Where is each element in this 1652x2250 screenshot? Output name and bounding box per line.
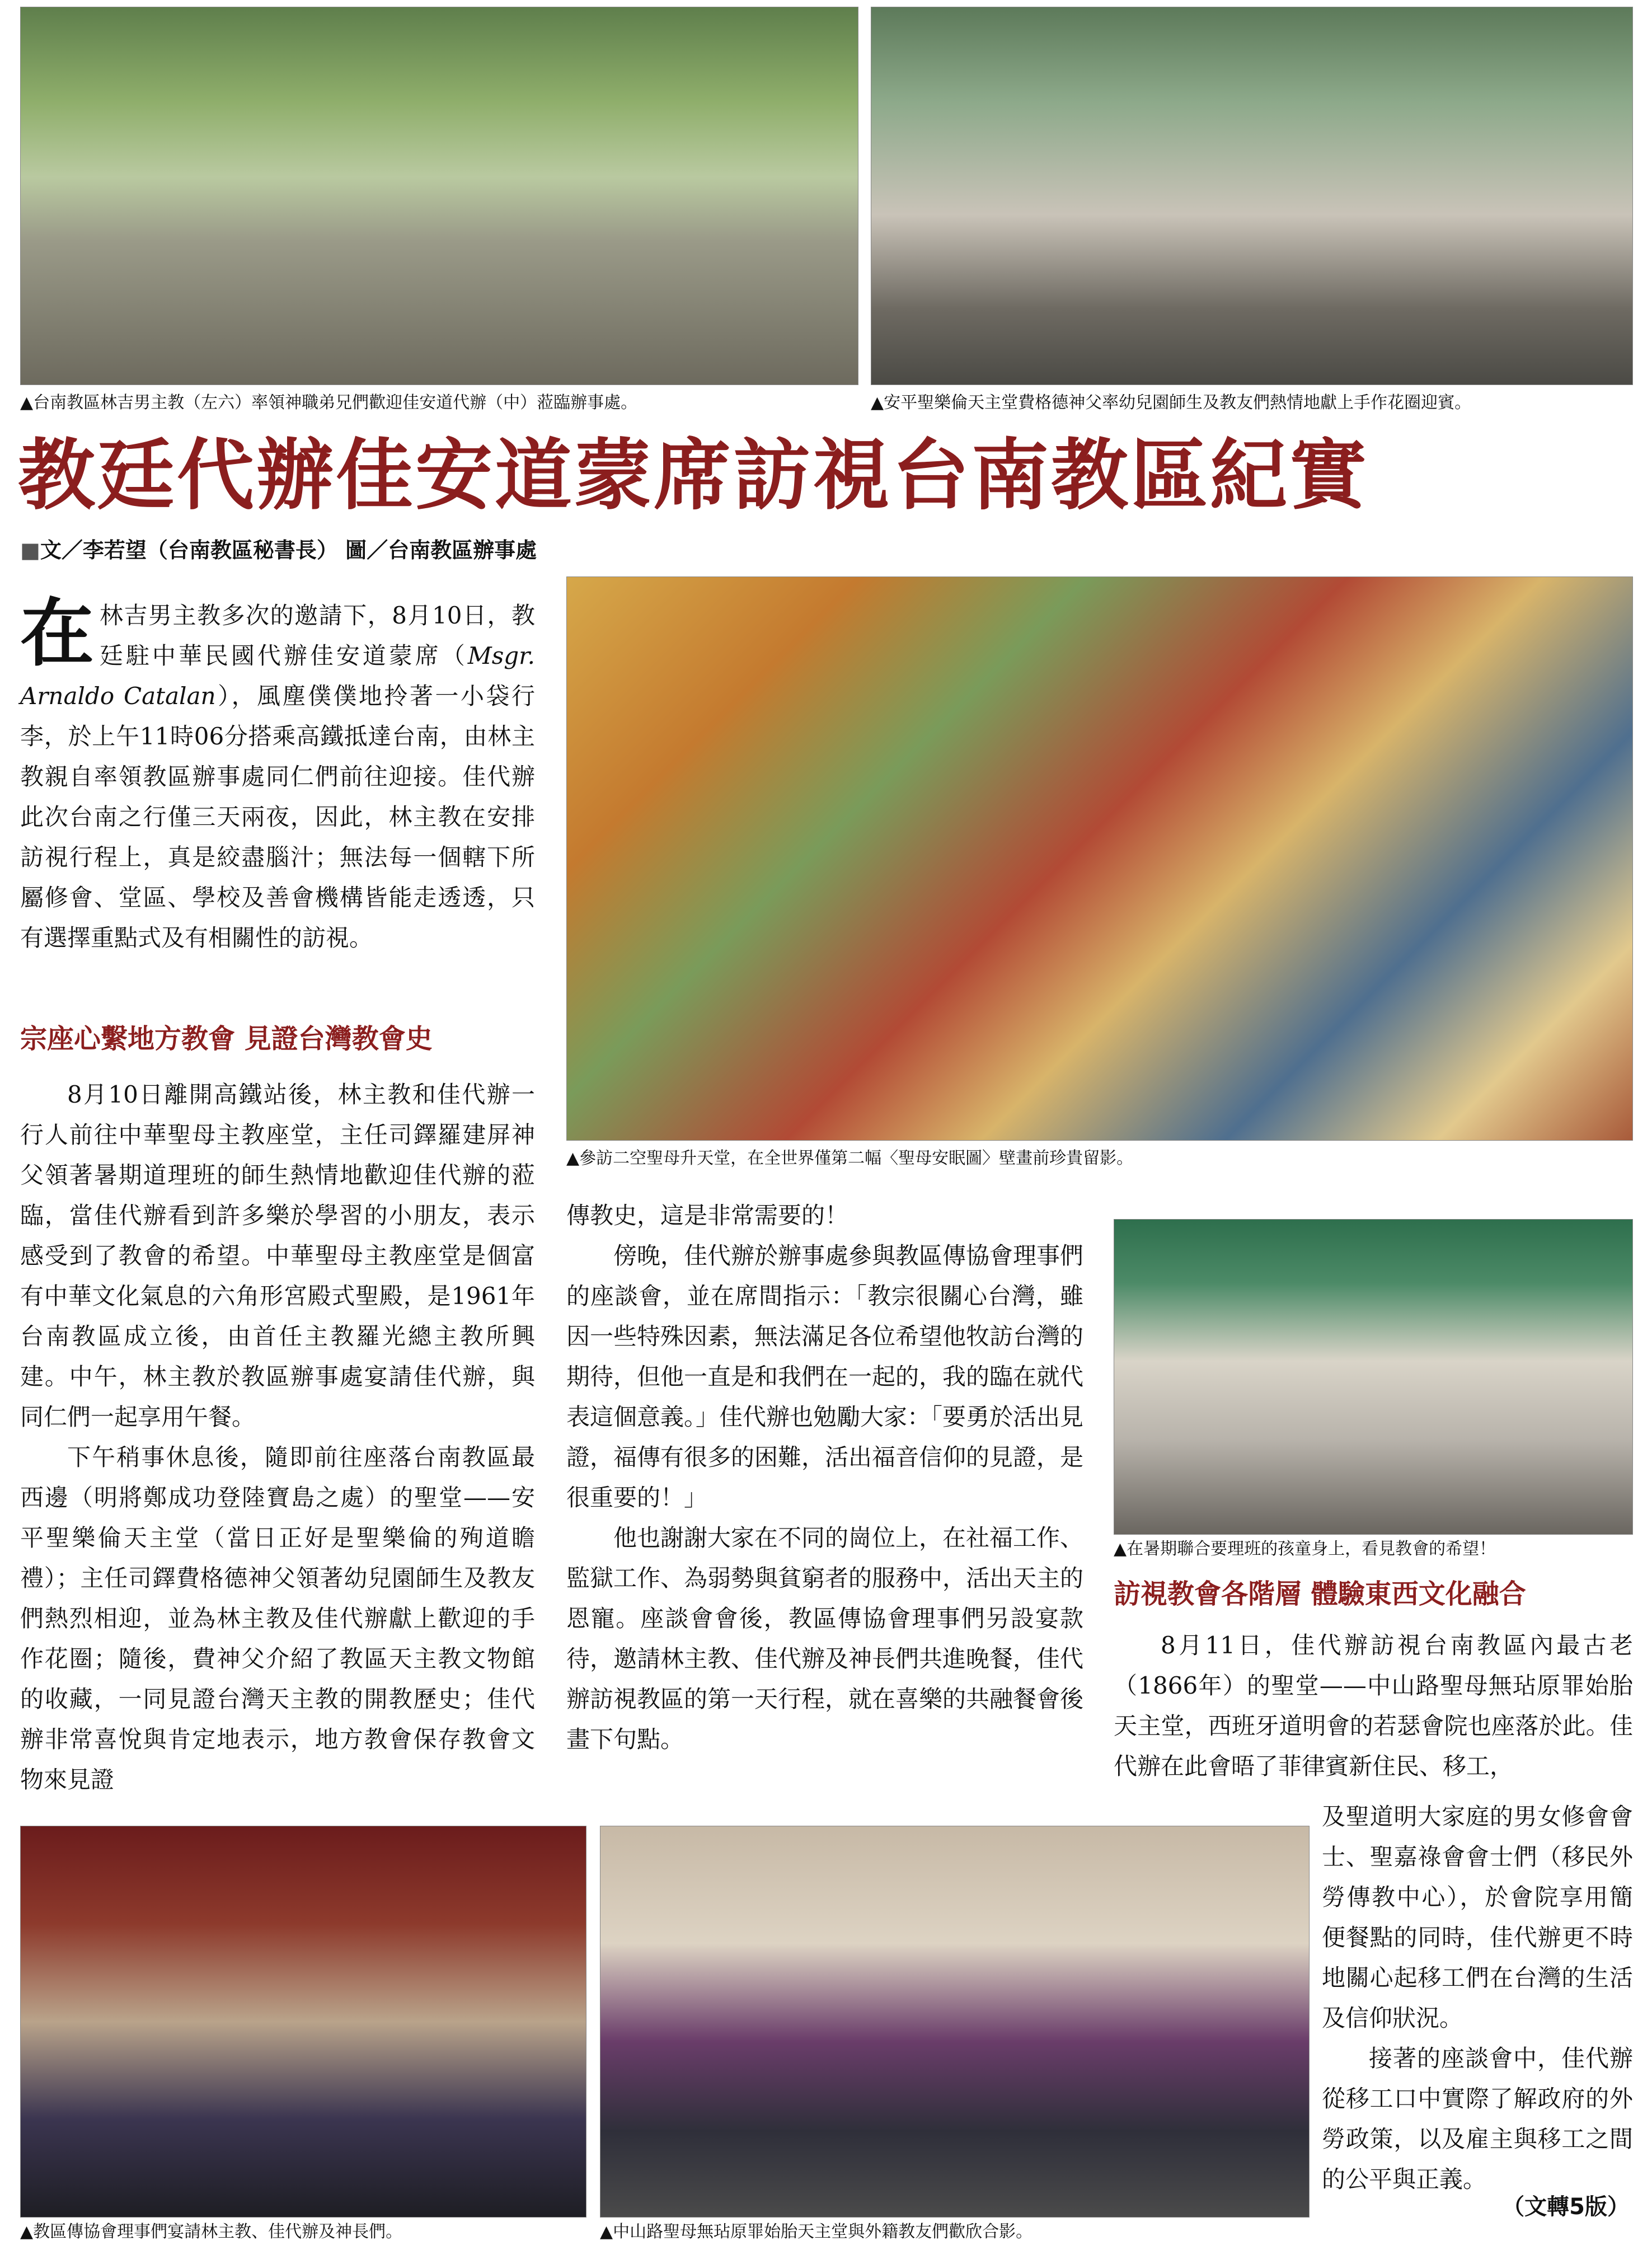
column-2-body (566, 1196, 1083, 1789)
photo-kindergarten-welcome (871, 7, 1633, 385)
paragraph: 及聖道明大家庭的男女修會會士、聖嘉祿會會士們（移民外勞傳教中心），於會院享用簡便餐點的同時，佳代辦更不時地關心起移工們在台灣的生活及信仰狀況。 (1322, 1803, 1633, 2032)
column-1-intro (20, 590, 535, 1004)
photo-dinner (20, 1826, 586, 2218)
paragraph: 傍晚，佳代辦於辦事處參與教區傳協會理事們的座談會，並在席間指示：「教宗很關心台灣，雖因一些特殊因素，無法滿足各位希望他牧訪台灣的期待，但他一直是和我們在一起的，我的臨在就代表這個意義。」佳代辦也勉勵大家：「要勇於活出見證，福傳有很多的困難，活出福音信仰的見證，是很重要的！」 (566, 1242, 1084, 1511)
paragraph: 傳教史，這是非常需要的！ (566, 1202, 849, 1229)
photo-caption-summer-class: ▲在暑期聯合要理班的孩童身上，看見教會的希望！ (1114, 1539, 1496, 1559)
photo-image (1114, 1220, 1632, 1534)
paragraph: 他也謝謝大家在不同的崗位上，在社福工作、監獄工作、為弱勢與貧窮者的服務中，活出天主的恩寵。座談會會後，教區傳協會理事們另設宴款待，邀請林主教、佳代辦及神長們共進晚餐，佳代辦訪視教區的第一天行程，就在喜樂的共融餐會後畫下句點。 (566, 1524, 1084, 1753)
subhead-1: 宗座心繫地方教會 見證台灣教會史 (20, 1023, 433, 1054)
photo-image (871, 7, 1632, 385)
photo-clergy-welcome (20, 7, 858, 385)
photo-church-group (600, 1826, 1310, 2218)
continued-notice: （文轉5版） (1502, 2194, 1630, 2220)
intro-paragraph (20, 590, 535, 958)
photo-caption-dinner: ▲教區傳協會理事們宴請林主教、佳代辦及神長們。 (20, 2222, 403, 2242)
photo-mural (566, 576, 1633, 1141)
intro-text-b: ），風塵僕僕地拎著一小袋行李，於上午11時06分搭乘高鐵抵達台南，由林主教親自率領教區辦事處同仁們前往迎接。佳代辦此次台南之行僅三天兩夜，因此，林主教在安排訪視行程上，真是絞盡腦汁；無法每一個轄下所屬修會、堂區、學校及善會機構皆能走透透，只有選擇重點式及有相關性的訪視。 (20, 682, 535, 951)
subhead-2: 訪視教會各階層 體驗東西文化融合 (1114, 1578, 1526, 1610)
paragraph: 接著的座談會中，佳代辦從移工口中實際了解政府的外勞政策，以及雇主與移工之間的公平與正義。 (1322, 2045, 1633, 2193)
byline-marker: ■ (20, 538, 40, 562)
photo-summer-class (1114, 1219, 1633, 1535)
photo-caption-clergy: ▲台南教區林吉男主教（左六）率領神職弟兄們歡迎佳安道代辦（中）蒞臨辦事處。 (20, 393, 638, 412)
column-1-body (20, 1075, 535, 1802)
photo-image (567, 577, 1632, 1140)
byline (20, 537, 537, 563)
photo-image (600, 1826, 1309, 2217)
photo-image (21, 1826, 586, 2217)
photo-image (21, 7, 858, 385)
paragraph: 8月11日，佳代辦訪視台南教區內最古老（1866年）的聖堂——中山路聖母無玷原罪始胎天主堂，西班牙道明會的若瑟會院也座落於此。佳代辦在此會晤了菲律賓新住民、移工， (1114, 1632, 1633, 1780)
headline: 教廷代辦佳安道蒙席訪視台南教區紀實 (18, 430, 1369, 521)
photo-caption-kindergarten: ▲安平聖樂倫天主堂費格德神父率幼兒園師生及教友們熱情地獻上手作花圈迎賓。 (871, 393, 1472, 412)
paragraph: 下午稍事休息後，隨即前往座落台南教區最西邊（明將鄭成功登陸寶島之處）的聖堂——安平聖樂倫天主堂（當日正好是聖樂倫的殉道瞻禮）；主任司鐸費格德神父領著幼兒園師生及教友們熱烈相迎，並為林主教及佳代辦獻上歡迎的手作花圈；隨後，費神父介紹了教區天主教文物館的收藏，一同見證台灣天主教的開教歷史；佳代辦非常喜悅與肯定地表示，地方教會保存教會文物來見證 (20, 1443, 535, 1793)
column-3-body-bottom (1322, 1797, 1633, 2193)
byline-text: 文／李若望（台南教區秘書長） 圖／台南教區辦事處 (40, 538, 537, 562)
paragraph: 8月10日離開高鐵站後，林主教和佳代辦一行人前往中華聖母主教座堂，主任司鐸羅建屏神父領著暑期道理班的師生熱情地歡迎佳代辦的蒞臨，當佳代辦看到許多樂於學習的小朋友，表示感受到了教會的希望。中華聖母主教座堂是個富有中華文化氣息的六角形宮殿式聖殿，是1961年台南教區成立後，由首任主教羅光總主教所興建。中午，林主教於教區辦事處宴請佳代辦，與同仁們一起享用午餐。 (20, 1081, 535, 1431)
photo-caption-mural: ▲參訪二空聖母升天堂，在全世界僅第二幅〈聖母安眠圖〉壁畫前珍貴留影。 (566, 1149, 1134, 1168)
intro-latin-name: Msgr. Arnaldo Catalan (20, 642, 535, 710)
photo-caption-church: ▲中山路聖母無玷原罪始胎天主堂與外籍教友們歡欣合影。 (600, 2222, 1033, 2242)
drop-cap: 在 (20, 590, 94, 677)
column-3-body-top (1114, 1625, 1633, 1793)
intro-text-a: 林吉男主教多次的邀請下，8月10日，教廷駐中華民國代辦佳安道蒙席（ (100, 602, 535, 669)
